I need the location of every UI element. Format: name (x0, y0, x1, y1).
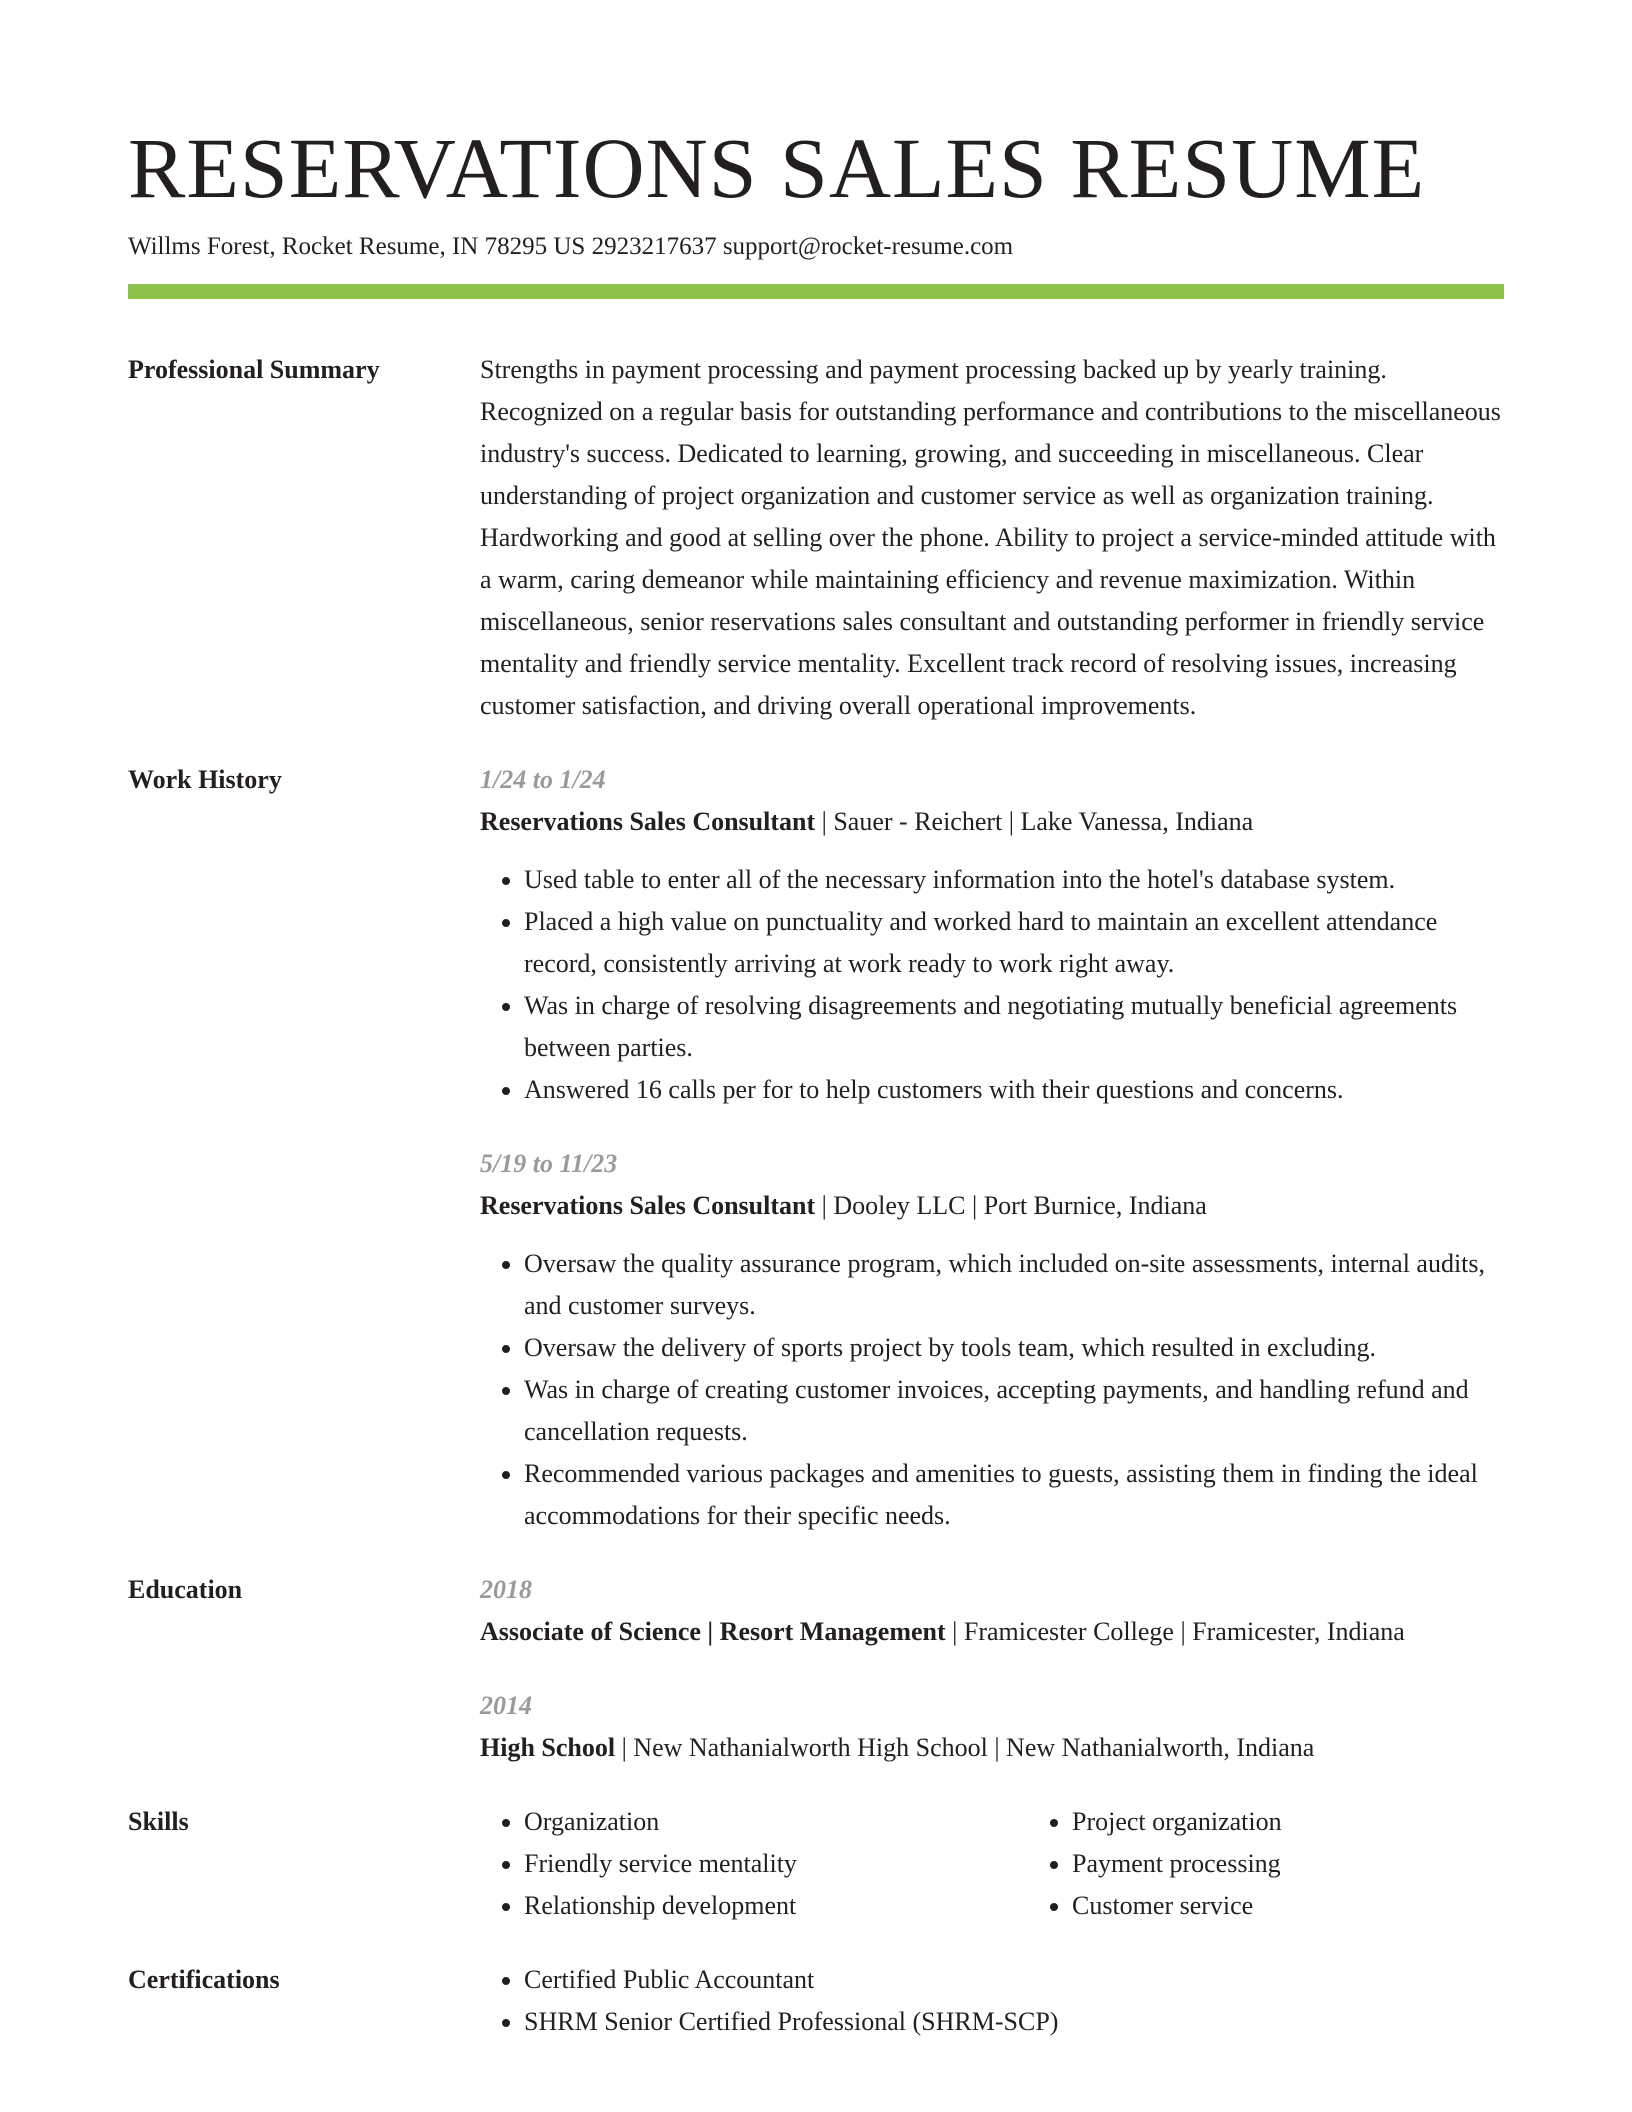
job-bullets (480, 859, 1504, 1111)
job-entry (480, 1143, 1504, 1537)
education-line (480, 1727, 1504, 1769)
work-history-body (480, 759, 1504, 1537)
job-dates: 5/19 to 11/23 (480, 1149, 618, 1178)
education-year: 2014 (480, 1691, 532, 1720)
resume-page (128, 0, 1504, 2043)
skill-item: • Organization (524, 1801, 1028, 1843)
skills-section (128, 1801, 1504, 1927)
contact-phone: 2923217637 (591, 233, 717, 260)
section-heading-certifications: Certifications (128, 1965, 280, 1994)
section-heading-summary: Professional Summary (128, 355, 380, 384)
certifications-section (128, 1959, 1504, 2043)
accent-rule (128, 284, 1504, 299)
certification-item: • Certified Public Accountant (524, 1959, 1504, 2001)
job-title: Reservations Sales Consultant (480, 1191, 816, 1220)
skill-item: • Project organization (1072, 1801, 1576, 1843)
skills-body (480, 1801, 1576, 1927)
skills-list-left (480, 1801, 1028, 1927)
skill-item: • Friendly service mentality (524, 1843, 1028, 1885)
education-degree: High School (480, 1733, 616, 1762)
job-bullet: • Answered 16 calls per for to help customers with their questions and concerns. (524, 1069, 1504, 1111)
education-body (480, 1569, 1504, 1769)
education-entry (480, 1685, 1504, 1769)
work-history-section (128, 759, 1504, 1537)
job-bullet: • Oversaw the quality assurance program, which included on-site assessments, internal audits, and customer surveys. (524, 1243, 1504, 1327)
job-dates: 1/24 to 1/24 (480, 765, 606, 794)
job-bullet: • Was in charge of resolving disagreements and negotiating mutually beneficial agreements between parties. (524, 985, 1504, 1069)
skills-grid (480, 1801, 1576, 1927)
certifications-body (480, 1959, 1504, 2043)
job-entry (480, 759, 1504, 1111)
section-heading-work: Work History (128, 765, 282, 794)
contact-email: support@rocket-resume.com (722, 233, 1014, 260)
education-line (480, 1611, 1504, 1653)
job-bullets (480, 1243, 1504, 1537)
contact-line (128, 230, 1504, 264)
skill-item: • Payment processing (1072, 1843, 1576, 1885)
education-details: | Framicester College | Framicester, Indiana (945, 1617, 1405, 1646)
certifications-list (480, 1959, 1504, 2043)
resume-title: RESERVATIONS SALES RESUME (128, 120, 1426, 216)
job-bullet: • Placed a high value on punctuality and worked hard to maintain an excellent attendance record, consistently arriving at work ready to work right away. (524, 901, 1504, 985)
job-details: | Sauer - Reichert | Lake Vanessa, Indiana (815, 807, 1254, 836)
skill-item: • Customer service (1072, 1885, 1576, 1927)
education-section (128, 1569, 1504, 1769)
education-entry (480, 1569, 1504, 1653)
section-heading-education: Education (128, 1575, 243, 1604)
job-bullet: • Recommended various packages and amenities to guests, assisting them in finding the ideal accommodations for their specific needs. (524, 1453, 1504, 1537)
skills-list-right (1028, 1801, 1576, 1927)
contact-address: Willms Forest, Rocket Resume, IN 78295 US (128, 233, 586, 260)
skill-item: • Relationship development (524, 1885, 1028, 1927)
education-degree: Associate of Science | Resort Management (480, 1617, 946, 1646)
certification-item: • SHRM Senior Certified Professional (SHRM-SCP) (524, 2001, 1504, 2043)
summary-section (128, 349, 1504, 727)
job-details: | Dooley LLC | Port Burnice, Indiana (815, 1191, 1207, 1220)
education-year: 2018 (480, 1575, 532, 1604)
job-bullet: • Oversaw the delivery of sports project by tools team, which resulted in excluding. (524, 1327, 1504, 1369)
job-bullet: • Used table to enter all of the necessary information into the hotel's database system. (524, 859, 1504, 901)
section-heading-skills: Skills (128, 1807, 189, 1836)
job-title: Reservations Sales Consultant (480, 807, 816, 836)
job-bullet: • Was in charge of creating customer invoices, accepting payments, and handling refund and cancellation requests. (524, 1369, 1504, 1453)
education-details: | New Nathanialworth High School | New Nathanialworth, Indiana (615, 1733, 1315, 1762)
job-title-line (480, 801, 1504, 843)
job-title-line (480, 1185, 1504, 1227)
summary-text: Strengths in payment processing and payment processing backed up by yearly training. Recognized on a regular basis for outstanding performance and contributions to the miscellaneous industry's success. Dedicated to learning, growing, and succeeding in miscellaneous. Clear understanding of project organization and customer service as well as organization training. Hardworking and good at selling over the phone. Ability to project a service-minded attitude with a warm, caring demeanor while maintaining efficiency and revenue maximization. Within miscellaneous, senior reservations sales consultant and outstanding performer in friendly service mentality and friendly service mentality. Excellent track record of resolving issues, increasing customer satisfaction, and driving overall operational improvements. (480, 355, 1501, 720)
